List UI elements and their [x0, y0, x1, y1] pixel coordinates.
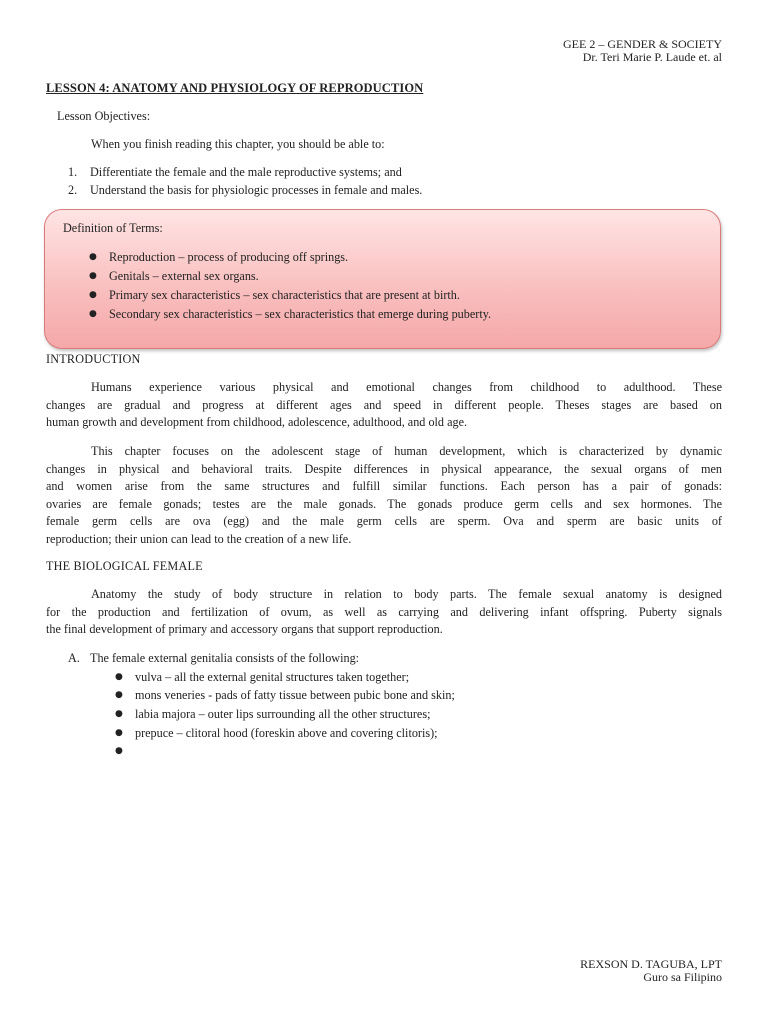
- list-item: [68, 164, 422, 182]
- list-item: [89, 248, 491, 267]
- list-number: 1.: [68, 165, 78, 179]
- list-item: [89, 286, 491, 305]
- introduction-heading: INTRODUCTION: [46, 352, 141, 366]
- page-footer: [580, 958, 722, 984]
- list-item-text: prepuce – clitoral hood (foreskin above and covering clitoris);: [135, 725, 438, 740]
- text-line: human growth and development from childhood, adolescence, adulthood, and old age.: [46, 415, 468, 429]
- list-item-text: Understand the basis for physiologic processes in female and males.: [90, 182, 423, 197]
- definitions-list: [89, 248, 491, 324]
- definition-box: [44, 209, 721, 349]
- text-line: for the production and fertilization of ovum, as well as carrying and delivering infant offspring. Puberty signals: [46, 604, 722, 619]
- list-item: [115, 705, 455, 724]
- text-line: Anatomy the study of body structure in relation to body parts. The female sexual anatomy is designed: [91, 587, 722, 601]
- text-line: female germ cells are ova (egg) and the male germ cells are sperm. Ova and sperm are basic units of: [46, 514, 722, 528]
- text-line: changes are gradual and progress at different ages and speed in different people. Theses stages are based on: [46, 397, 722, 412]
- bullet-icon: ●: [89, 271, 97, 281]
- bullet-icon: ●: [89, 252, 97, 262]
- definition-text: Reproduction – process of producing off springs.: [109, 250, 349, 264]
- list-item: [115, 668, 455, 687]
- list-number: 2.: [68, 182, 78, 197]
- footer-name: REXSON D. TAGUBA, LPT: [580, 957, 722, 971]
- bullet-icon: ●: [115, 690, 123, 701]
- list-item-text: vulva – all the external genital structures taken together;: [135, 669, 410, 684]
- bullet-icon: ●: [89, 309, 97, 319]
- page-header: [563, 38, 722, 64]
- list-heading-text: The female external genitalia consists of the following:: [90, 651, 360, 665]
- definition-text: Primary sex characteristics – sex characteristics that are present at birth.: [109, 288, 460, 302]
- list-item: [115, 686, 455, 705]
- text-line: ovaries are female gonads; testes are the male gonads. The gonads produce germ cells and sex hormones. The: [46, 496, 722, 511]
- text-line: and women arise from the same structures and fulfill similar functions. Each person has a pair of gonads:: [46, 479, 722, 493]
- list-heading: [68, 650, 455, 668]
- footer-role: Guro sa Filipino: [643, 970, 722, 984]
- bullet-icon: ●: [89, 290, 97, 300]
- definition-text: Secondary sex characteristics – sex characteristics that emerge during puberty.: [109, 307, 492, 321]
- course-title: GEE 2 – GENDER & SOCIETY: [563, 37, 722, 51]
- list-item: [68, 182, 422, 200]
- bullet-icon: ●: [115, 746, 123, 757]
- text-line: This chapter focuses on the adolescent stage of human development, which is characterized by dynamic: [91, 444, 722, 458]
- introduction-paragraph-2: [46, 443, 722, 548]
- text-line: changes in physical and behavioral traits. Despite differences in physical appearance, the sexual organs of men: [46, 461, 722, 476]
- bullet-icon: ●: [115, 727, 123, 738]
- external-genitalia-list: [68, 650, 455, 761]
- biological-female-heading: THE BIOLOGICAL FEMALE: [46, 559, 203, 573]
- definition-text: Genitals – external sex organs.: [109, 269, 259, 283]
- list-item-text: labia majora – outer lips surrounding all the other structures;: [135, 706, 431, 721]
- bullet-icon: ●: [115, 708, 123, 719]
- list-item-text: mons veneries - pads of fatty tissue between pubic bone and skin;: [135, 688, 455, 703]
- objectives-heading: Lesson Objectives:: [57, 109, 151, 123]
- sub-list: [115, 668, 455, 762]
- course-author: Dr. Teri Marie P. Laude et. al: [582, 50, 722, 64]
- bullet-icon: ●: [115, 671, 123, 682]
- definitions-heading: Definition of Terms:: [63, 221, 163, 235]
- text-line: Humans experience various physical and emotional changes from childhood to adulthood. These: [91, 380, 722, 394]
- list-item: [115, 724, 455, 743]
- list-item: [89, 267, 491, 286]
- text-line: reproduction; their union can lead to the creation of a new life.: [46, 531, 352, 546]
- lesson-title: LESSON 4: ANATOMY AND PHYSIOLOGY OF REPRODUCTION: [46, 81, 424, 95]
- list-item: [115, 742, 455, 761]
- biological-female-paragraph: [46, 586, 722, 639]
- text-line: the final development of primary and accessory organs that support reproduction.: [46, 622, 443, 636]
- objectives-list: [68, 164, 422, 199]
- list-item: [89, 305, 491, 324]
- list-label: A.: [68, 651, 80, 665]
- objectives-intro: When you finish reading this chapter, you should be able to:: [91, 137, 385, 151]
- list-item-text: Differentiate the female and the male reproductive systems; and: [90, 165, 402, 179]
- introduction-paragraph-1: [46, 379, 722, 432]
